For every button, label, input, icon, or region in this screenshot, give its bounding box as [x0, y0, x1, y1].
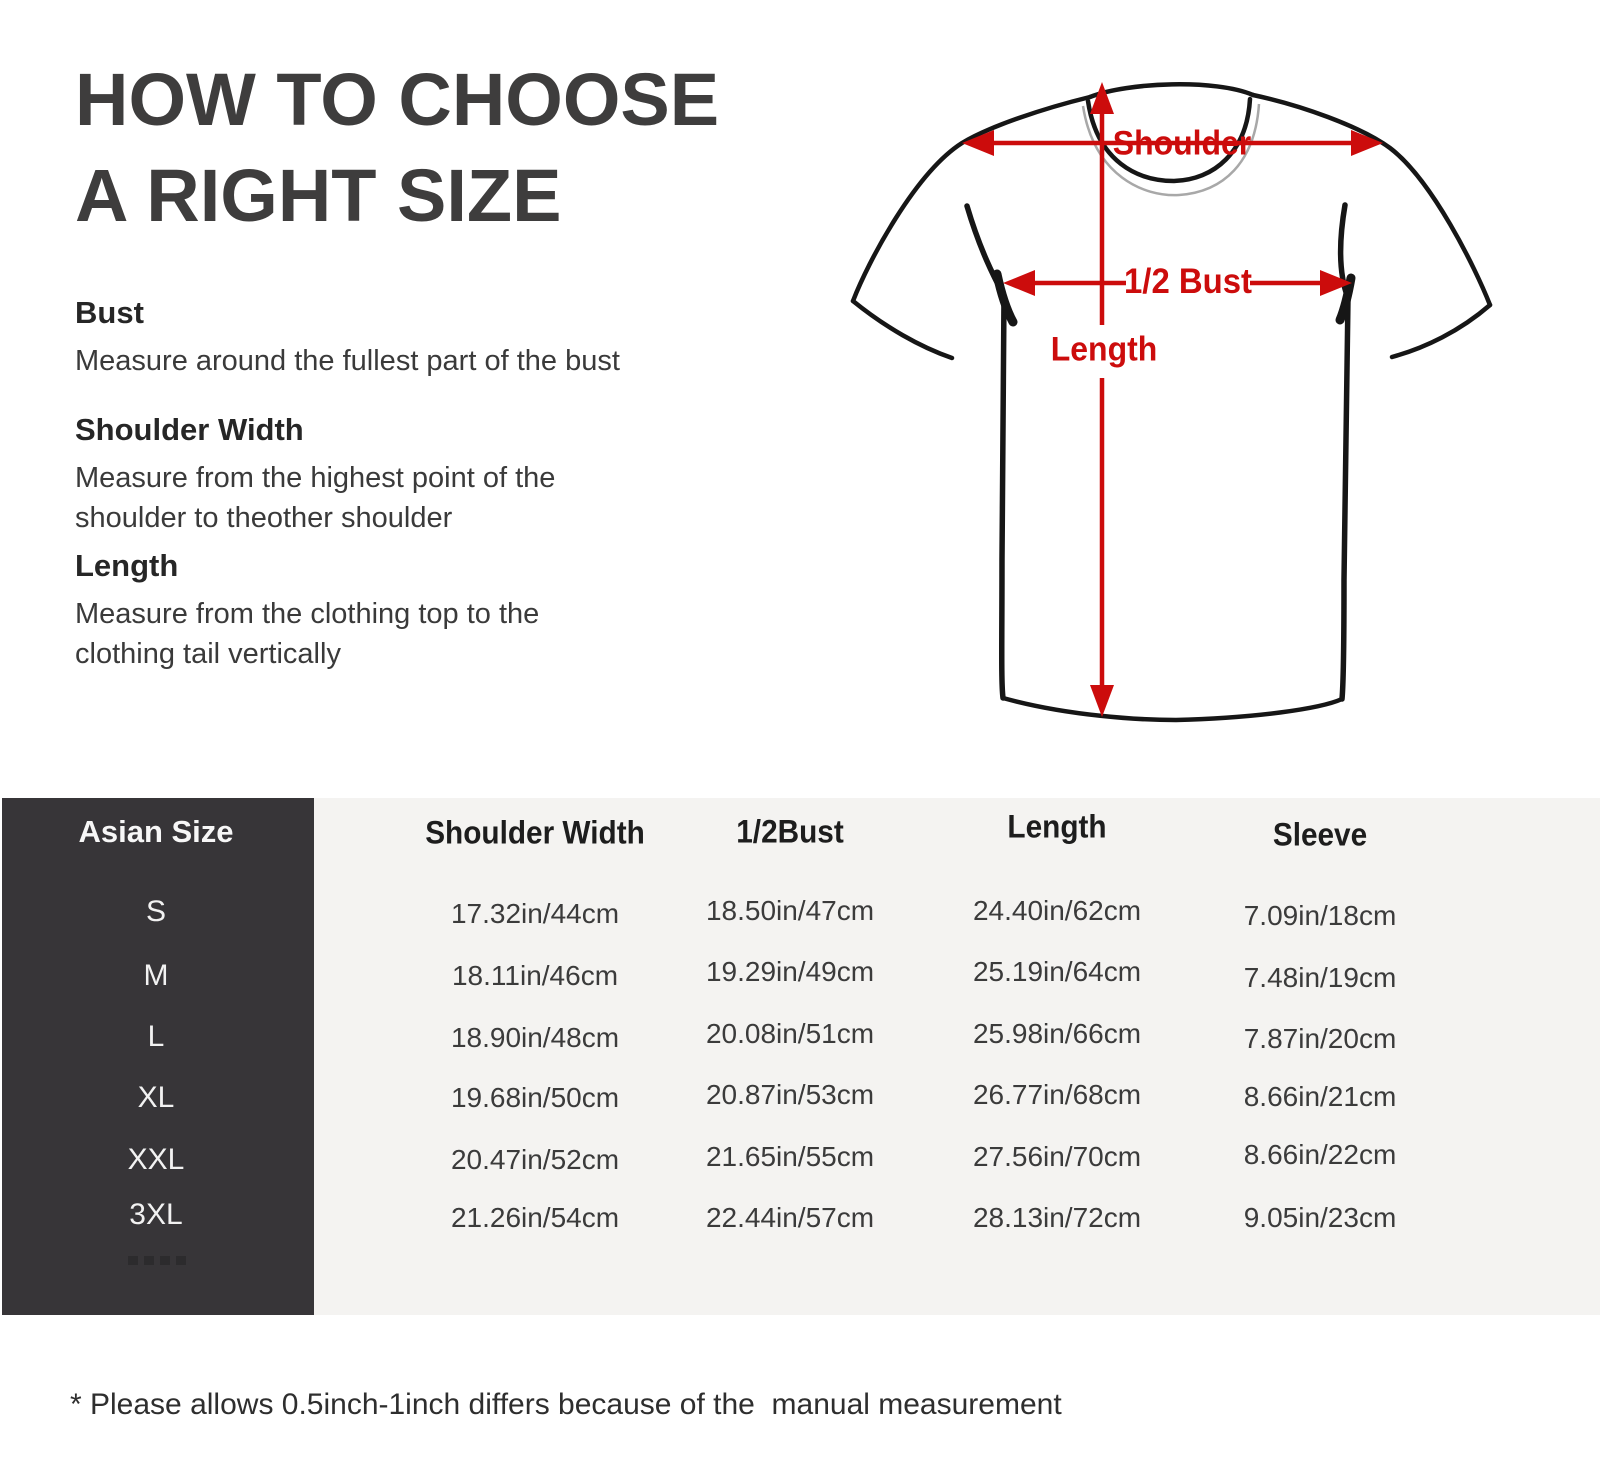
- shoulder-measure-label: Shoulder: [1112, 124, 1252, 163]
- half-bust-measure-label: 1/2 Bust: [1124, 262, 1252, 301]
- instruction-shoulder-heading: Shoulder Width: [75, 412, 304, 447]
- half-bust-value: 21.65in/55cm: [705, 1141, 875, 1172]
- sleeve-value: 7.48in/19cm: [1243, 962, 1397, 993]
- tshirt-outline: [853, 84, 1490, 720]
- half-bust-value: 19.29in/49cm: [705, 956, 875, 987]
- sleeve-value: 9.05in/23cm: [1243, 1202, 1397, 1233]
- shoulder-width-value: 20.47in/52cm: [450, 1144, 620, 1175]
- half-bust-value: 18.50in/47cm: [705, 895, 875, 926]
- length-value: 27.56in/70cm: [972, 1141, 1142, 1172]
- half-bust-value: 20.08in/51cm: [705, 1018, 875, 1049]
- tshirt-hem: [1003, 698, 1342, 720]
- size-label: XXL: [127, 1143, 185, 1176]
- column-header-length: Length: [1007, 808, 1107, 845]
- length-value: 24.40in/62cm: [972, 895, 1142, 926]
- shoulder-width-value: 18.11in/46cm: [451, 960, 619, 991]
- table-body-panel: [314, 798, 1600, 1315]
- column-header-half-bust: 1/2Bust: [736, 813, 844, 850]
- tshirt-right-shoulder: [1253, 95, 1490, 305]
- page-title-line-2: A RIGHT SIZE: [75, 154, 562, 237]
- size-label: S: [145, 895, 167, 928]
- sleeve-value: 7.09in/18cm: [1243, 900, 1397, 931]
- length-value: 26.77in/68cm: [972, 1079, 1142, 1110]
- instruction-shoulder-width: [75, 412, 555, 538]
- length-measure-label: Length: [1050, 330, 1158, 369]
- shoulder-width-value: 17.32in/44cm: [450, 898, 620, 929]
- page-title-line-1: HOW TO CHOOSE: [75, 58, 720, 141]
- length-arrowhead-bottom: [1090, 685, 1114, 717]
- instruction-length-text-line1: Measure from the clothing top to the: [75, 598, 540, 630]
- column-header-shoulder-width: Shoulder Width: [425, 814, 645, 851]
- tshirt-right-sleeve-hem: [1392, 305, 1490, 357]
- shoulder-width-value: 19.68in/50cm: [450, 1082, 620, 1113]
- instruction-shoulder-text-line1: Measure from the highest point of the: [75, 462, 556, 494]
- shoulder-width-value: 18.90in/48cm: [450, 1022, 620, 1053]
- tshirt-collar-top: [1090, 84, 1253, 97]
- tshirt-left-sleeve-hem: [853, 301, 952, 358]
- measurement-arrows: [962, 82, 1383, 717]
- column-header-sleeve: Sleeve: [1272, 816, 1368, 853]
- size-column-panel: [2, 798, 314, 1315]
- instruction-bust-text: Measure around the fullest part of the bust: [75, 345, 620, 377]
- instruction-length: [75, 548, 539, 674]
- sleeve-value: 7.87in/20cm: [1243, 1023, 1397, 1054]
- cropped-label-artifact: [128, 1256, 186, 1265]
- instruction-bust-heading: Bust: [75, 295, 144, 330]
- size-label: XL: [137, 1081, 175, 1114]
- length-value: 25.19in/64cm: [972, 956, 1142, 987]
- table-corner-header: Asian Size: [78, 814, 234, 849]
- half-bust-value: 22.44in/57cm: [705, 1202, 875, 1233]
- half-bust-value: 20.87in/53cm: [705, 1079, 875, 1110]
- page-title: [75, 52, 719, 244]
- size-label: 3XL: [129, 1198, 183, 1231]
- instruction-bust: [75, 295, 620, 381]
- bust-arrowhead-left: [1003, 270, 1035, 296]
- sleeve-value: 8.66in/21cm: [1243, 1081, 1397, 1112]
- tshirt-left-shoulder: [853, 97, 1090, 301]
- length-value: 28.13in/72cm: [972, 1202, 1142, 1233]
- shoulder-width-value: 21.26in/54cm: [450, 1202, 620, 1233]
- sleeve-value: 8.66in/22cm: [1243, 1139, 1397, 1170]
- instruction-shoulder-text-line2: shoulder to theother shoulder: [75, 502, 453, 534]
- length-value: 25.98in/66cm: [972, 1018, 1142, 1049]
- instruction-length-text-line2: clothing tail vertically: [75, 638, 341, 670]
- instruction-length-heading: Length: [75, 548, 179, 583]
- size-label: L: [147, 1020, 165, 1053]
- measurement-disclaimer: * Please allows 0.5inch-1inch differs because of the manual measurement: [70, 1388, 1062, 1421]
- size-label: M: [143, 959, 169, 992]
